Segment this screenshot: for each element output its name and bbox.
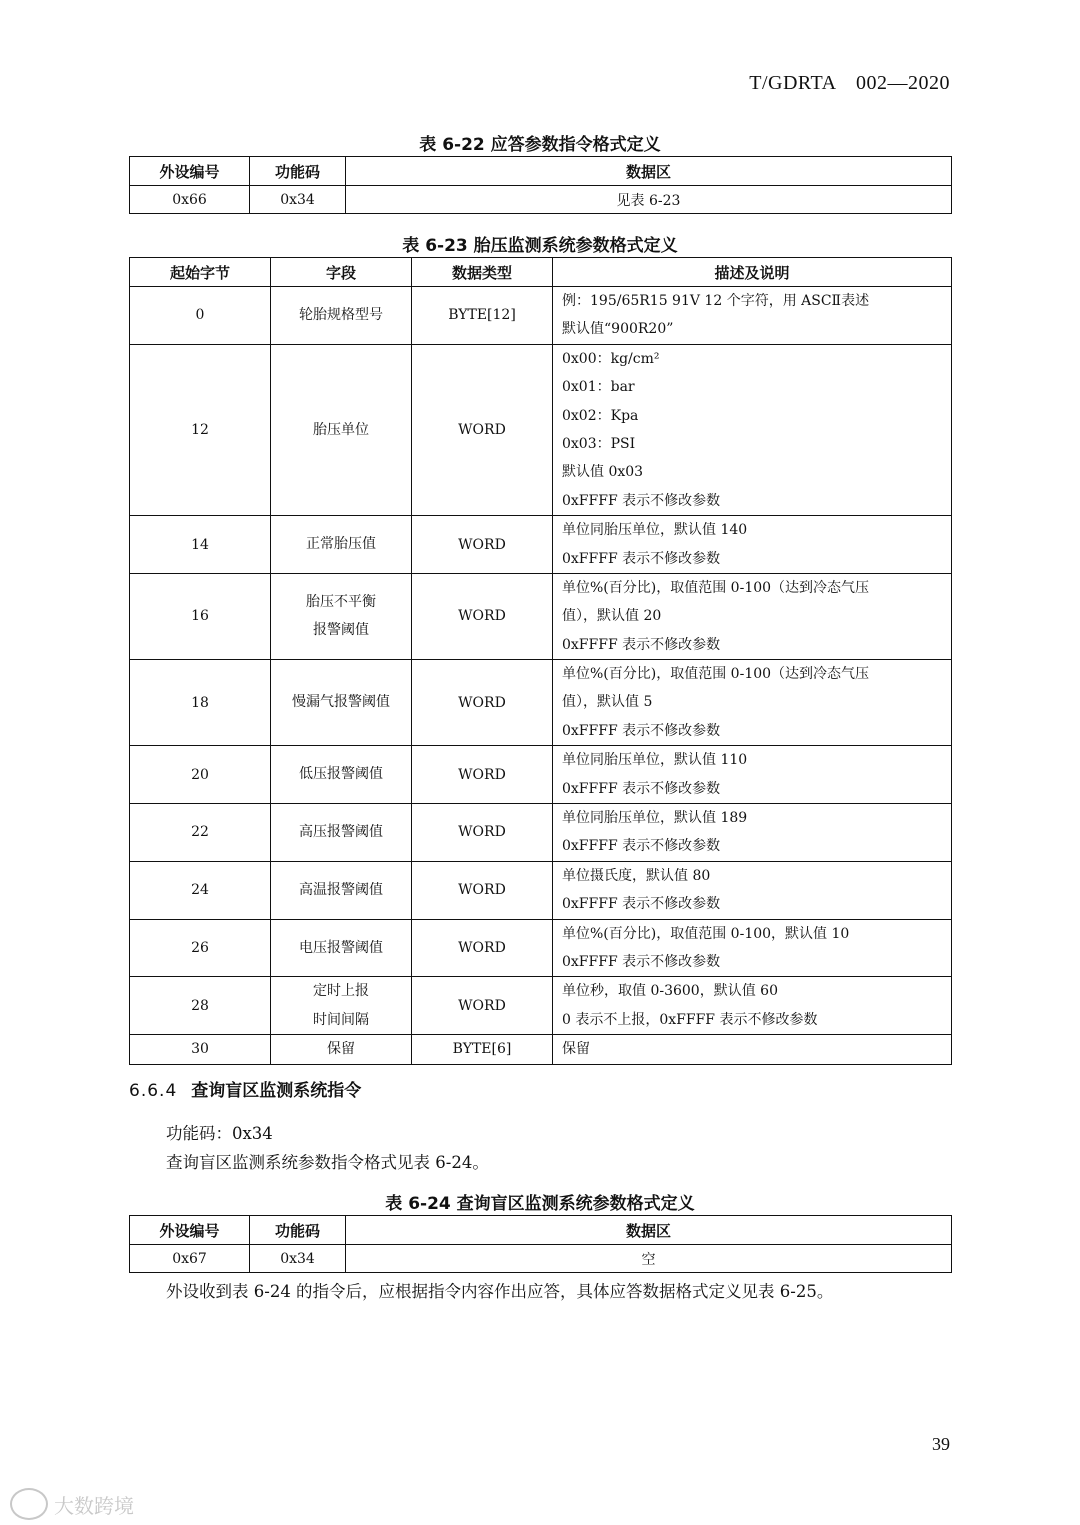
description-line: 0x02：Kpa <box>562 407 639 424</box>
field-line: 胎压单位 <box>313 421 369 438</box>
cell-field <box>271 1035 412 1064</box>
field-line: 时间间隔 <box>313 1011 369 1028</box>
page-number: 39 <box>932 1434 950 1454</box>
field-line: 报警阈值 <box>313 622 369 639</box>
cell-field <box>271 977 412 1035</box>
cell-data-type: WORD <box>412 977 553 1035</box>
watermark-text: 大数跨境 <box>54 1493 134 1518</box>
table-row <box>130 660 952 746</box>
cell-description <box>553 573 952 659</box>
description-line: 0 表示不上报，0xFFFF 表示不修改参数 <box>562 1011 818 1028</box>
cell-data-type: WORD <box>412 861 553 919</box>
field-line: 轮胎规格型号 <box>299 307 383 324</box>
section-number: 6.6.4 <box>129 1081 178 1101</box>
cell-data-area: 空 <box>346 1245 952 1273</box>
document-code: T/GDRTA 002—2020 <box>749 72 950 94</box>
table-row <box>130 804 952 862</box>
cell-start-byte: 12 <box>130 344 271 515</box>
table-6-23 <box>129 257 952 1065</box>
cell-data-area: 见表 6-23 <box>346 186 952 214</box>
cell-data-type: WORD <box>412 573 553 659</box>
cell-device-id: 0x67 <box>130 1245 250 1273</box>
description-line: 0xFFFF 表示不修改参数 <box>562 636 721 653</box>
cell-description <box>553 804 952 862</box>
description-line: 默认值 0x03 <box>562 464 644 481</box>
cell-data-type: WORD <box>412 746 553 804</box>
header-device-id: 外设编号 <box>130 157 250 186</box>
function-code-text: 功能码：0x34 <box>166 1124 273 1143</box>
description-line: 0xFFFF 表示不修改参数 <box>562 838 721 855</box>
watermark-logo-icon <box>10 1488 48 1520</box>
cell-start-byte: 30 <box>130 1035 271 1064</box>
description-line: 值），默认值 5 <box>562 694 653 711</box>
header-device-id: 外设编号 <box>130 1216 250 1245</box>
header-start-byte: 起始字节 <box>130 258 271 287</box>
table-row <box>130 344 952 515</box>
after-table-text: 外设收到表 6-24 的指令后，应根据指令内容作出应答，具体应答数据格式定义见表 6-25。 <box>166 1282 834 1301</box>
cell-start-byte: 20 <box>130 746 271 804</box>
section-heading <box>129 1076 361 1101</box>
cell-field <box>271 516 412 574</box>
cell-data-type: BYTE[12] <box>412 287 553 345</box>
table-6-22-caption: 表 6-22 应答参数指令格式定义 <box>419 135 661 155</box>
table-row <box>130 516 952 574</box>
description-line: 单位%(百分比)，取值范围 0-100（达到冷态气压 <box>562 666 870 683</box>
cell-field <box>271 861 412 919</box>
cell-field <box>271 746 412 804</box>
cell-data-type: WORD <box>412 919 553 977</box>
cell-field <box>271 804 412 862</box>
cell-start-byte: 26 <box>130 919 271 977</box>
table-row <box>130 287 952 345</box>
cell-description <box>553 1035 952 1064</box>
cell-data-type: WORD <box>412 516 553 574</box>
description-line: 0xFFFF 表示不修改参数 <box>562 550 721 567</box>
description-line: 保留 <box>562 1041 590 1058</box>
description-line: 单位%(百分比)，取值范围 0-100（达到冷态气压 <box>562 579 870 596</box>
cell-description <box>553 977 952 1035</box>
description-line: 值），默认值 20 <box>562 608 662 625</box>
description-line: 单位同胎压单位，默认值 189 <box>562 810 748 827</box>
header-data-area: 数据区 <box>346 1216 952 1245</box>
cell-field <box>271 344 412 515</box>
field-line: 电压报警阈值 <box>299 939 383 956</box>
field-line: 正常胎压值 <box>306 536 376 553</box>
cell-function-code: 0x34 <box>250 1245 346 1273</box>
cell-field <box>271 660 412 746</box>
table-row <box>130 573 952 659</box>
description-line: 0x00：kg/cm² <box>562 350 660 367</box>
field-line: 低压报警阈值 <box>299 766 383 783</box>
field-line: 慢漏气报警阈值 <box>292 694 390 711</box>
cell-data-type: WORD <box>412 344 553 515</box>
description-line: 0xFFFF 表示不修改参数 <box>562 953 721 970</box>
header-data-type: 数据类型 <box>412 258 553 287</box>
cell-field <box>271 287 412 345</box>
field-line: 高压报警阈值 <box>299 824 383 841</box>
description-line: 单位同胎压单位，默认值 140 <box>562 522 748 539</box>
description-line: 0x03：PSI <box>562 435 636 452</box>
cell-start-byte: 0 <box>130 287 271 345</box>
cell-field <box>271 919 412 977</box>
description-line: 例：195/65R15 91V 12 个字符，用 ASCⅡ表述 <box>562 293 870 309</box>
table-row <box>130 746 952 804</box>
table-row <box>130 977 952 1035</box>
cell-description <box>553 344 952 515</box>
section-title: 查询盲区监测系统指令 <box>191 1081 362 1101</box>
description-line: 0xFFFF 表示不修改参数 <box>562 896 721 913</box>
description-line: 单位同胎压单位，默认值 110 <box>562 752 748 769</box>
description-line: 单位摄氏度，默认值 80 <box>562 867 711 884</box>
table-row <box>130 861 952 919</box>
field-line: 高温报警阈值 <box>299 882 383 898</box>
header-function-code: 功能码 <box>250 1216 346 1245</box>
see-table-text: 查询盲区监测系统参数指令格式见表 6-24。 <box>166 1153 489 1172</box>
cell-start-byte: 28 <box>130 977 271 1035</box>
cell-field <box>271 573 412 659</box>
table-6-24 <box>129 1215 952 1273</box>
description-line: 单位%(百分比)，取值范围 0-100，默认值 10 <box>562 925 850 942</box>
table-6-22 <box>129 156 952 214</box>
header-field: 字段 <box>271 258 412 287</box>
header-data-area: 数据区 <box>346 157 952 186</box>
cell-description <box>553 516 952 574</box>
cell-data-type: BYTE[6] <box>412 1035 553 1064</box>
cell-start-byte: 14 <box>130 516 271 574</box>
cell-description <box>553 746 952 804</box>
description-line: 0xFFFF 表示不修改参数 <box>562 780 721 797</box>
cell-start-byte: 22 <box>130 804 271 862</box>
cell-start-byte: 24 <box>130 861 271 919</box>
header-description: 描述及说明 <box>553 258 952 287</box>
cell-function-code: 0x34 <box>250 186 346 214</box>
watermark <box>10 1488 134 1520</box>
cell-data-type: WORD <box>412 804 553 862</box>
table-row <box>130 919 952 977</box>
description-line: 0xFFFF 表示不修改参数 <box>562 492 721 509</box>
cell-start-byte: 18 <box>130 660 271 746</box>
table-6-23-caption: 表 6-23 胎压监测系统参数格式定义 <box>402 236 678 256</box>
description-line: 0xFFFF 表示不修改参数 <box>562 722 721 739</box>
cell-device-id: 0x66 <box>130 186 250 214</box>
cell-start-byte: 16 <box>130 573 271 659</box>
cell-description <box>553 919 952 977</box>
description-line: 单位秒，取值 0-3600，默认值 60 <box>562 983 778 1000</box>
description-line: 默认值“900R20” <box>562 321 674 338</box>
field-line: 胎压不平衡 <box>306 594 376 611</box>
cell-description <box>553 660 952 746</box>
table-row <box>130 1035 952 1064</box>
description-line: 0x01：bar <box>562 379 635 396</box>
cell-data-type: WORD <box>412 660 553 746</box>
cell-description <box>553 287 952 345</box>
field-line: 保留 <box>327 1041 355 1058</box>
table-6-24-caption: 表 6-24 查询盲区监测系统参数格式定义 <box>385 1194 695 1214</box>
cell-description <box>553 861 952 919</box>
field-line: 定时上报 <box>313 983 369 1000</box>
header-function-code: 功能码 <box>250 157 346 186</box>
